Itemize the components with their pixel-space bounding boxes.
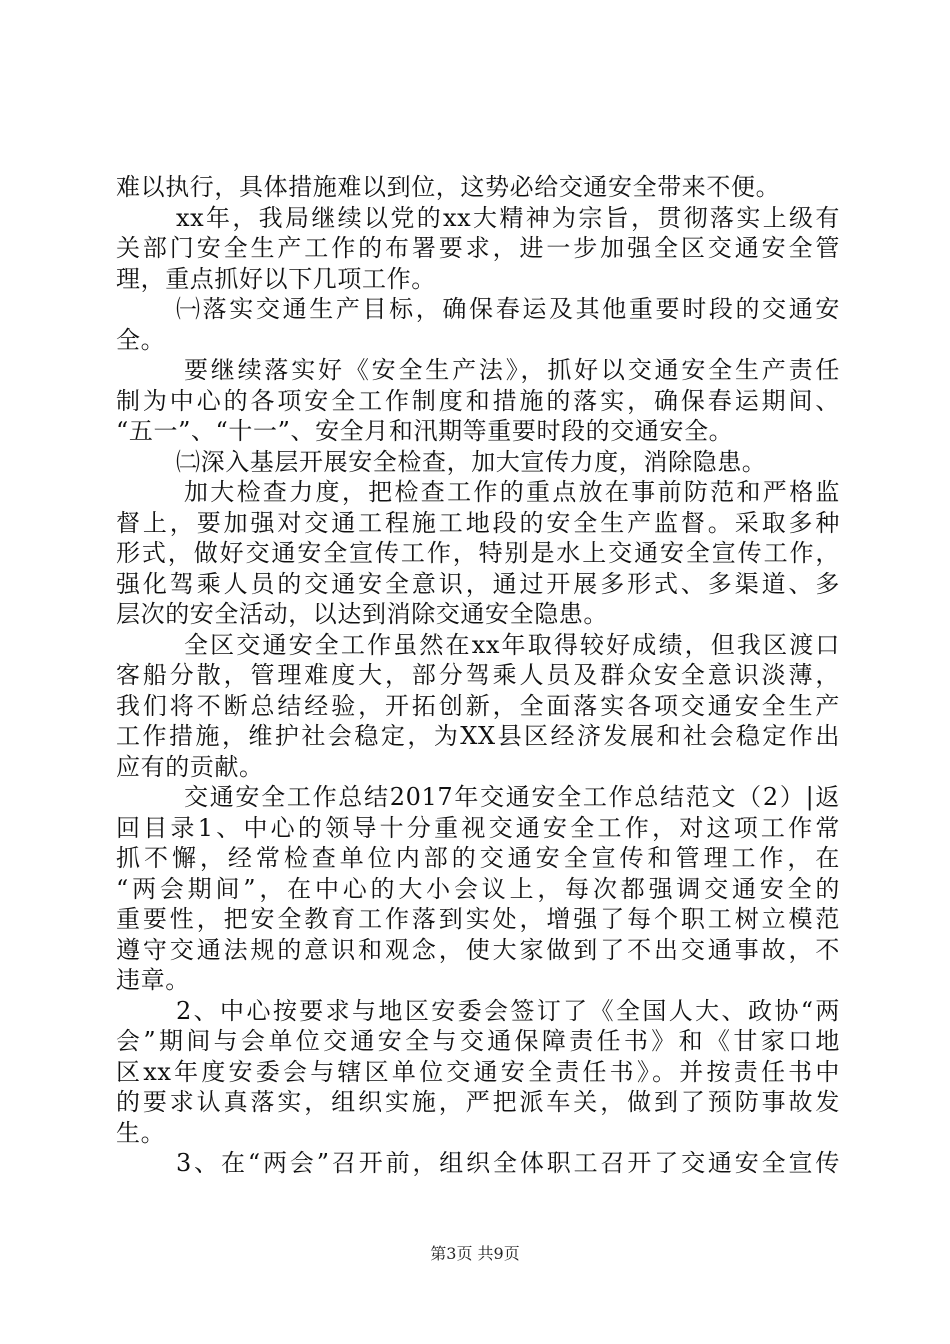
text-line: 强化驾乘人员的交通安全意识，通过开展多形式、多渠道、多 (116, 569, 840, 598)
text-line: 我们将不断总结经验，开拓创新，全面落实各项交通安全生产 (116, 691, 840, 720)
text-line: 理，重点抓好以下几项工作。 (116, 264, 436, 293)
text-line: ㈠落实交通生产目标，确保春运及其他重要时段的交通安 (176, 295, 840, 323)
text-line: 制为中心的各项安全工作制度和措施的落实，确保春运期间、 (116, 386, 840, 415)
text-line: 抓不懈，经常检查单位内部的交通安全宣传和管理工作，在 (116, 844, 840, 872)
text-line: 应有的贡献。 (116, 752, 264, 781)
text-line: 会”期间与会单位交通安全与交通保障责任书》和《甘家口地 (116, 1027, 840, 1055)
text-line: 回目录1、中心的领导十分重视交通安全工作，对这项工作常 (116, 813, 840, 842)
text-line: 区xx年度安委会与辖区单位交通安全责任书》。并按责任书中 (116, 1057, 840, 1086)
text-line: 加大检查力度，把检查工作的重点放在事前防范和严格监 (184, 478, 840, 506)
text-line: ㈡深入基层开展安全检查，加大宣传力度，消除隐患。 (176, 447, 767, 476)
text-line: 重要性，把安全教育工作落到实处，增强了每个职工树立模范 (116, 905, 840, 933)
text-line: 生。 (116, 1118, 166, 1147)
text-line: 交通安全工作总结2017年交通安全工作总结范文（2）|返 (184, 783, 840, 811)
text-line: 关部门安全生产工作的布署要求，进一步加强全区交通安全管 (116, 234, 840, 262)
text-line: 全区交通安全工作虽然在xx年取得较好成绩，但我区渡口 (184, 630, 840, 659)
text-line: 的要求认真落实，组织实施，严把派车关，做到了预防事故发 (116, 1088, 840, 1116)
text-line: xx年，我局继续以党的xx大精神为宗旨，贯彻落实上级有 (176, 203, 840, 232)
text-line: “五一”、“十一”、安全月和汛期等重要时段的交通安全。 (116, 417, 734, 445)
text-line: 工作措施，维护社会稳定，为XX县区经济发展和社会稳定作出 (116, 722, 840, 750)
text-line: 客船分散，管理难度大，部分驾乘人员及群众安全意识淡薄， (116, 661, 840, 689)
text-line: 2、中心按要求与地区安委会签订了《全国人大、政协“两 (176, 996, 840, 1025)
text-line: 形式，做好交通安全宣传工作，特别是水上交通安全宣传工作， (116, 539, 840, 567)
text-line: 遵守交通法规的意识和观念，使大家做到了不出交通事故，不 (116, 935, 840, 964)
text-line: 难以执行，具体措施难以到位，这势必给交通安全带来不便。 (116, 173, 781, 201)
text-line: 全。 (116, 325, 166, 354)
text-line: 3、在“两会”召开前，组织全体职工召开了交通安全宣传 (176, 1149, 840, 1177)
text-line: 要继续落实好《安全生产法》，抓好以交通安全生产责任 (184, 356, 840, 384)
text-line: 督上，要加强对交通工程施工地段的安全生产监督。采取多种 (116, 508, 840, 537)
text-line: 违章。 (116, 966, 190, 994)
document-body (116, 172, 840, 1179)
page-footer: 第3页 共9页 (430, 1244, 520, 1263)
text-line: 层次的安全活动，以达到消除交通安全隐患。 (116, 600, 608, 628)
text-line: “两会期间”，在中心的大小会议上，每次都强调交通安全的 (116, 874, 840, 903)
